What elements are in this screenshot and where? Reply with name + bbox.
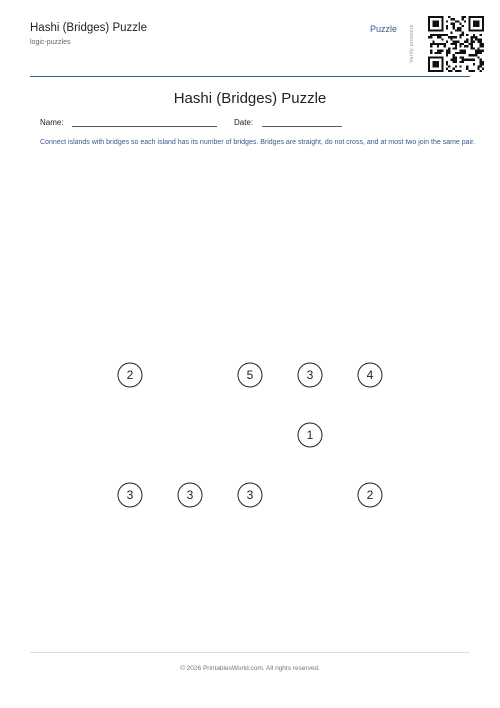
island-number: 2 <box>126 368 134 382</box>
island[interactable] <box>238 483 262 507</box>
footer-copyright: © 2026 PrintablesWorld.com. All rights reserved. <box>180 665 320 672</box>
island[interactable] <box>178 483 202 507</box>
island-number: 4 <box>366 368 374 382</box>
island-number: 1 <box>306 428 314 442</box>
island-number: 3 <box>126 488 134 502</box>
island[interactable] <box>358 483 382 507</box>
sheet-title: Hashi (Bridges) Puzzle <box>173 90 327 107</box>
island-number: 3 <box>306 368 314 382</box>
island[interactable] <box>238 363 262 387</box>
date-label: Date: <box>234 118 254 127</box>
header-tag: Puzzle <box>370 24 398 34</box>
island-number: 2 <box>366 488 374 502</box>
island[interactable] <box>118 483 142 507</box>
island[interactable] <box>298 423 322 447</box>
name-label: Name: <box>40 118 64 127</box>
island[interactable] <box>298 363 322 387</box>
island[interactable] <box>118 363 142 387</box>
header-title: Hashi (Bridges) Puzzle <box>30 22 147 34</box>
verify-answers-label: Verify answers <box>409 24 415 64</box>
footer-divider <box>30 652 470 653</box>
island-number: 3 <box>246 488 254 502</box>
island-number: 5 <box>246 368 254 382</box>
header-subtitle: logic-puzzles <box>30 39 71 46</box>
instructions-text: Connect islands with bridges so each island has its number of bridges. Bridges are straight, do not cross, and at most two join the same pair. <box>40 139 476 146</box>
island-number: 3 <box>186 488 194 502</box>
island[interactable] <box>358 363 382 387</box>
